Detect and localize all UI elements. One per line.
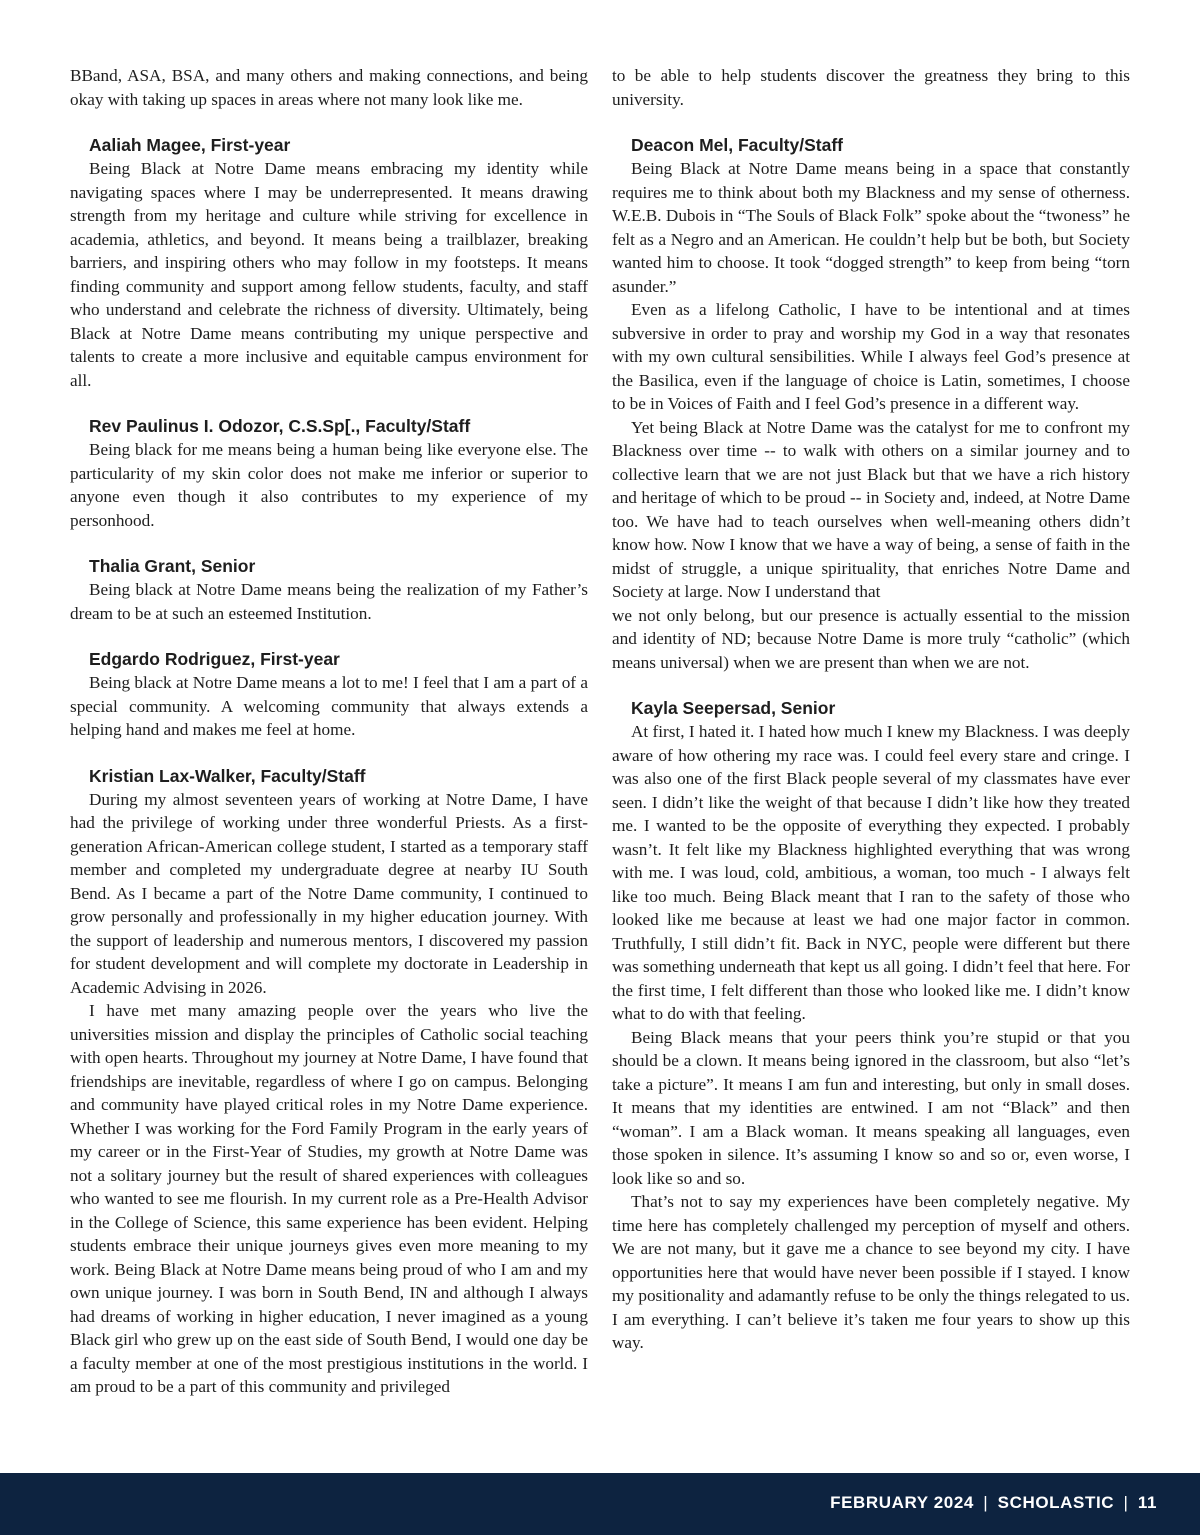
page-number: 11 <box>1137 1493 1157 1512</box>
testimony-paragraph: Being black for me means being a human being like everyone else. The particularity of my skin color does not make me inferior or superior to anyone even though it also contributes to my experience of my personhood. <box>70 440 588 530</box>
publication-name: SCHOLASTIC <box>997 1493 1115 1512</box>
author-heading-paulinus: Rev Paulinus I. Odozor, C.S.Sp[., Faculty/Staff <box>89 416 471 436</box>
testimony-paragraph: Being black at Notre Dame means a lot to me! I feel that I am a part of a special community. A welcoming community that always extends a helping hand and makes me feel at home. <box>70 673 588 739</box>
testimony-paragraph: During my almost seventeen years of working at Notre Dame, I have had the privilege of working under three wonderful Priests. As a first-generation African-American college student, I started as a temporary staff member and completed my undergraduate degree at nearby IU South Bend. As I became a part of the Notre Dame community, I continued to grow personally and professionally in my higher education journey. With the support of leadership and numerous mentors, I discovered my passion for student development and will complete my doctorate in Leadership in Academic Advising in 2026. <box>70 789 588 997</box>
left-column <box>70 64 588 1474</box>
testimony-paragraph: we not only belong, but our presence is actually essential to the mission and identity of ND; because Notre Dame is more truly “catholic” (which means universal) when we are present than when we are not. <box>612 605 1130 672</box>
testimony-paragraph: Yet being Black at Notre Dame was the catalyst for me to confront my Blackness over time -- to walk with others on a similar journey and to collective learn that we are not just Black but that we have a rich history and heritage of which to be proud -- in Society and, indeed, at Notre Dame too. We have had to teach ourselves when well-meaning others didn’t know how. Now I know that we have a way of being, a sense of faith in the midst of struggle, a unique spirituality, that enriches Notre Dame and Society at large. Now I understand that <box>612 417 1130 601</box>
separator: | <box>1123 1493 1129 1512</box>
author-heading-kristian: Kristian Lax-Walker, Faculty/Staff <box>89 765 366 786</box>
testimony-paragraph: Being Black at Notre Dame means embracing my identity while navigating spaces where I may be underrepresented. It means drawing strength from my heritage and culture while striving for excellence in academia, athletics, and beyond. It means being a trailblazer, breaking barriers, and inspiring others who may follow in my footsteps. It means finding community and support among fellow students, faculty, and staff who understand and celebrate the richness of diversity. Ultimately, being Black at Notre Dame means contributing my unique perspective and talents to create a more inclusive and equitable campus environment for all. <box>70 159 588 390</box>
footer-text <box>830 1493 1157 1513</box>
testimony-paragraph: At first, I hated it. I hated how much I knew my Blackness. I was deeply aware of how othering my race was. I could feel every stare and cringe. I was also one of the first Black people several of my classmates have ever seen. I didn’t like the weight of that because I didn’t like how they treated me. I wanted to be the opposite of everything they expected. I probably wasn’t. It felt like my Blackness highlighted everything that was wrong with me. I was loud, cold, ambitious, a woman, too much - I always felt like too much. Being Black meant that I ran to the safety of those who looked like me because at least we had one major factor in common. Truthfully, I still didn’t fit. Back in NYC, people were different but there was something underneath that kept us all going. I didn’t feel that here. For the first time, I felt different than those who looked like me. I didn’t know what to do with that feeling. <box>612 722 1130 1023</box>
testimony-paragraph: Being Black means that your peers think you’re stupid or that you should be a clown. It means being ignored in the classroom, but also “let’s take a picture”. It means I am fun and interesting, but only in small doses. It means that my identities are entwined. I am not “Black” and then “woman”. I am a Black woman. It means speaking all languages, even those spoken in silence. It’s assuming I know so and so or, even worse, I look like so and so. <box>612 1027 1130 1188</box>
right-column <box>612 64 1130 1474</box>
author-heading-thalia: Thalia Grant, Senior <box>89 556 256 576</box>
testimony-paragraph: Being black at Notre Dame means being the realization of my Father’s dream to be at such an esteemed Institution. <box>70 580 588 623</box>
separator: | <box>983 1493 989 1512</box>
testimony-paragraph: That’s not to say my experiences have been completely negative. My time here has completely challenged my perception of myself and others. We are not many, but it gave me a chance to see beyond my city. I have opportunities here that would have never been possible if I stayed. I know my positionality and adamantly refuse to be only the things relegated to us. I am everything. I can’t believe it’s taken me four years to show up this way. <box>612 1192 1130 1352</box>
author-heading-aaliah: Aaliah Magee, First-year <box>89 135 291 155</box>
author-heading-mel: Deacon Mel, Faculty/Staff <box>631 135 843 155</box>
continued-paragraph: BBand, ASA, BSA, and many others and making connections, and being okay with taking up spaces in areas where not many look like me. <box>70 66 588 109</box>
author-heading-kayla: Kayla Seepersad, Senior <box>631 698 836 718</box>
issue-date: FEBRUARY 2024 <box>830 1493 974 1512</box>
testimony-paragraph: Being Black at Notre Dame means being in a space that constantly requires me to think about both my Blackness and my sense of otherness. W.E.B. Dubois in “The Souls of Black Folk” spoke about the “twoness” he felt as a Negro and an American. He couldn’t help but be both, but Society wanted him to choose. It took “dogged strength” to keep from being “torn asunder.” <box>612 159 1130 296</box>
footer-bar <box>0 1473 1200 1535</box>
testimony-paragraph: I have met many amazing people over the years who live the universities mission and display the principles of Catholic social teaching with open hearts. Throughout my journey at Notre Dame, I have found that friendships are inevitable, regardless of where I go on campus. Belonging and community have played critical roles in my Notre Dame experience. Whether I was working for the Ford Family Program in the early years of my career or in the First-Year of Studies, my growth at Notre Dame was not a solitary journey but the result of shared experiences with colleagues who wanted to see me flourish. In my current role as a Pre-Health Advisor in the College of Science, this same experience has been evident. Helping students embrace their unique journeys gives even more meaning to my work. Being Black at Notre Dame means being proud of who I am and my own unique journey. I was born in South Bend, IN and although I always had dreams of working in higher education, I never imagined as a young Black girl who grew up on the east side of South Bend, I would one day be a faculty member at one of the most prestigious institutions in the world. I am proud to be a part of this community and privileged <box>70 1001 588 1396</box>
testimony-paragraph: Even as a lifelong Catholic, I have to be intentional and at times subversive in order to pray and worship my God in a way that resonates with my own cultural sensibilities. While I always feel God’s presence at the Basilica, even if the language of choice is Latin, sometimes, I choose to be in Voices of Faith and I feel God’s presence in a different way. <box>612 300 1130 413</box>
continued-paragraph: to be able to help students discover the greatness they bring to this university. <box>612 66 1130 109</box>
author-heading-edgardo: Edgardo Rodriguez, First-year <box>89 649 340 669</box>
